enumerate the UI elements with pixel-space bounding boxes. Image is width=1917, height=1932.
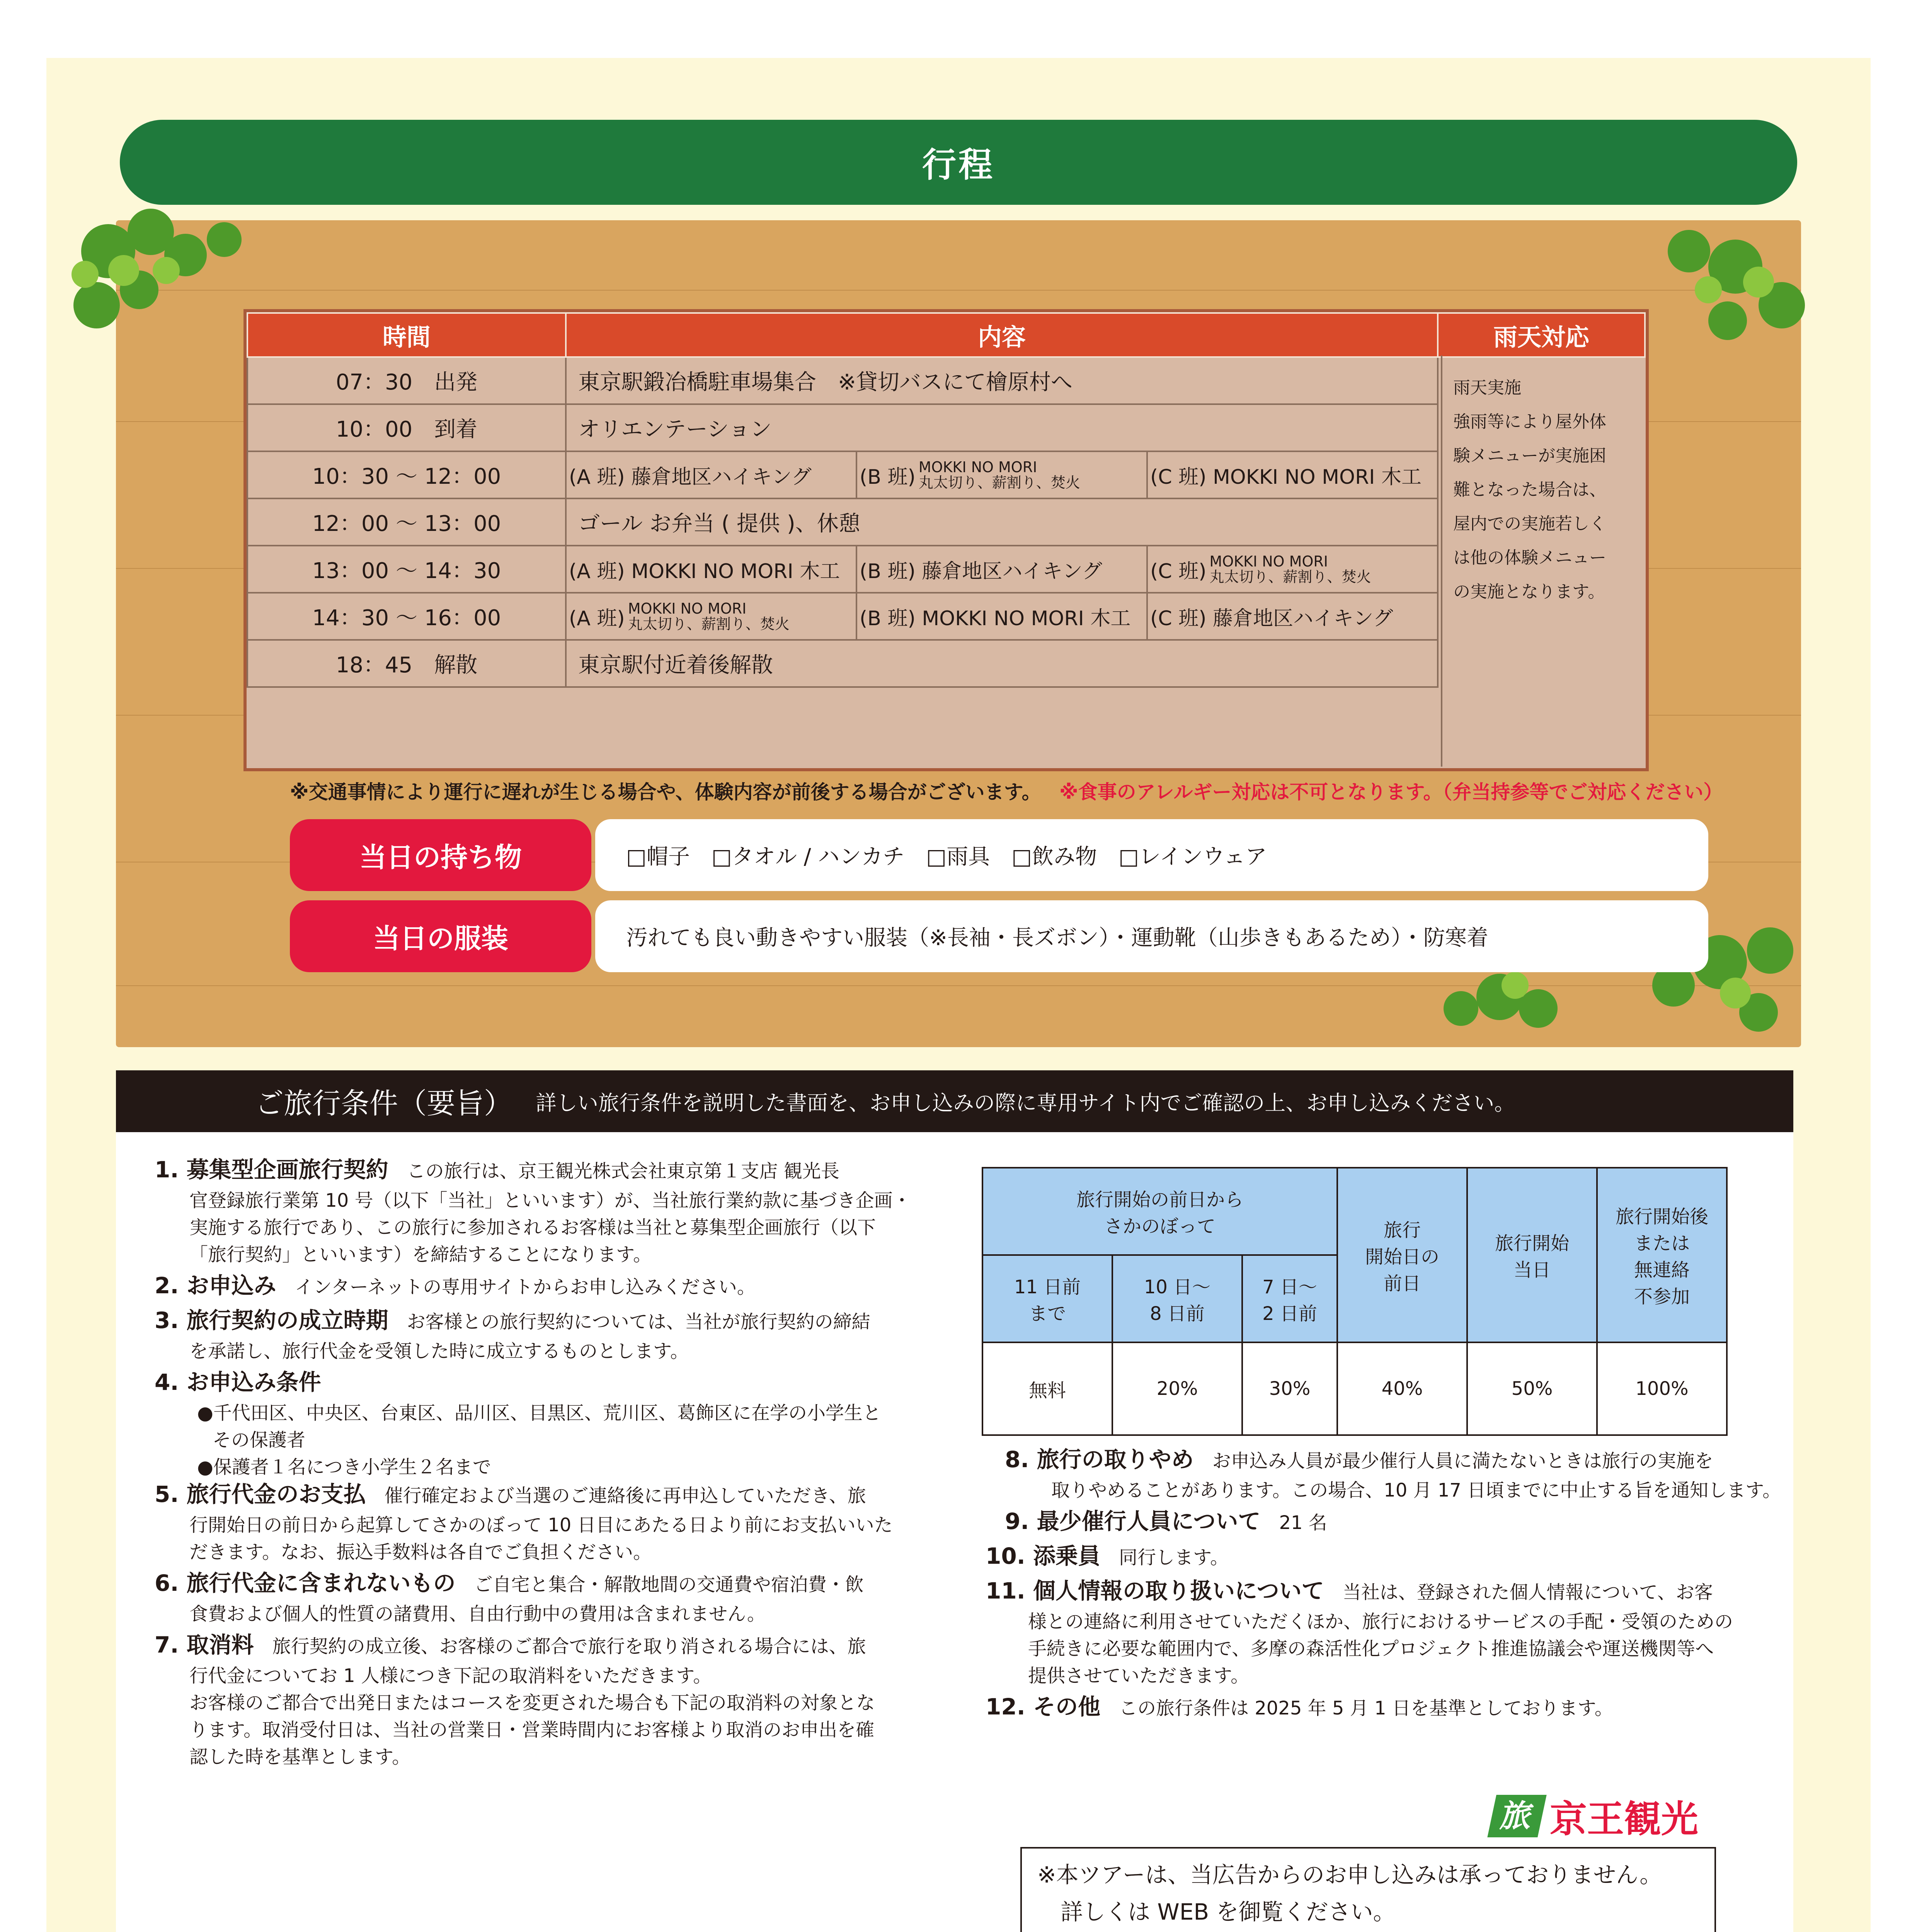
- table-row: [247, 357, 1645, 404]
- group-a-activity: (A 班) MOKKI NO MORI 木工: [567, 546, 857, 592]
- condition-7-text: ります。取消受付日は、当社の営業日・営業時間内にお客様より取消のお申出を確: [189, 1719, 875, 1741]
- condition-1-text: 実施する旅行であり、この旅行に参加されるお客様は当社と募集型企画旅行（以下: [189, 1217, 876, 1238]
- condition-5-text: 行開始日の前日から起算してさかのぼって 10 日目にあたる日より前にお支払いいた: [189, 1514, 893, 1536]
- cancellation-fee-table: [982, 1167, 1728, 1436]
- condition-8: 8. 旅行の取りやめ お申込み人員が最少催行人員に満たないときは旅行の実施を: [1005, 1446, 1713, 1473]
- time-cell: 10：00 到着: [247, 404, 566, 451]
- time-cell: 10：30 ～ 12：00: [247, 451, 566, 498]
- fee-value: 50%: [1467, 1342, 1597, 1435]
- page-background: [46, 58, 1871, 1932]
- fee-value: 無料: [982, 1342, 1112, 1435]
- table-row: [247, 546, 1645, 593]
- group-a-activity: (A 班) 藤倉地区ハイキング: [567, 452, 857, 498]
- time-cell: 14：30 ～ 16：00: [247, 593, 566, 640]
- fee-value: 100%: [1597, 1342, 1727, 1435]
- group-c-activity: (C 班) MOKKI NO MORI 木工: [1150, 465, 1422, 489]
- fee-header-group: 旅行開始の前日から さかのぼって: [982, 1168, 1337, 1255]
- condition-2: 2. お申込み インターネットの専用サイトからお申し込みください。: [155, 1272, 756, 1299]
- condition-11-text: 提供させていただきます。: [1028, 1665, 1250, 1687]
- fee-header: 旅行開始 当日: [1467, 1168, 1597, 1342]
- fee-header: 11 日前 まで: [982, 1255, 1112, 1342]
- conditions-section: [116, 1132, 1793, 1932]
- group-b-activity: (B 班) 藤倉地区ハイキング: [857, 546, 1148, 592]
- col-header-content: 内容: [566, 313, 1438, 357]
- condition-11-text: 手続きに必要な範囲内で、多摩の森活性化プロジェクト推進協議会や運送機関等へ: [1028, 1638, 1714, 1660]
- group-b-activity: (B 班) MOKKI NO MORI 丸太切り、薪割り、焚火: [857, 452, 1148, 498]
- condition-3-text: を承諾し、旅行代金を受領した時に成立するものとします。: [189, 1340, 689, 1362]
- time-cell: 12：00 ～ 13：00: [247, 498, 566, 546]
- schedule-table: [247, 312, 1646, 688]
- content-cell: 東京駅鍛冶橋駐車場集合 ※貸切バスにて檜原村へ: [566, 357, 1438, 404]
- condition-7-text: 認した時を基準とします。: [189, 1746, 411, 1768]
- web-only-notice: ※本ツアーは、当広告からのお申し込みは承っておりません。 詳しくは WEB を御覧ください。: [1020, 1847, 1716, 1932]
- condition-9: 9. 最少催行人員について 21 名: [1005, 1508, 1327, 1534]
- condition-11-text: 様との連絡に利用させていただくほか、旅行におけるサービスの手配・受領のための: [1028, 1611, 1733, 1633]
- fee-header: 旅行開始後 または 無連絡 不参加: [1597, 1168, 1727, 1342]
- rain-policy-text: 雨天実施 強雨等により屋外体 験メニューが実施困 難となった場合は、 屋内での実施若しく は他の体験メニュー の実施となります。: [1441, 355, 1646, 767]
- content-cell: [566, 451, 1438, 498]
- fee-value: 40%: [1337, 1342, 1467, 1435]
- condition-4-text: その保護者: [213, 1429, 306, 1451]
- group-a-activity: (A 班) MOKKI NO MORI 丸太切り、薪割り、焚火: [567, 594, 857, 639]
- condition-5: 5. 旅行代金のお支払 催行確定および当選のご連絡後に再申込していただき、旅: [155, 1481, 866, 1507]
- content-cell: [566, 593, 1438, 640]
- condition-5-text: だきます。なお、振込手数料は各自でご負担ください。: [189, 1541, 652, 1563]
- condition-6: 6. 旅行代金に含まれないもの ご自宅と集合・解散地間の交通費や宿泊費・飲: [155, 1570, 864, 1596]
- condition-4: 4. お申込み条件: [155, 1369, 321, 1395]
- col-header-time: 時間: [247, 313, 566, 357]
- condition-10: 10. 添乗員 同行します。: [986, 1543, 1229, 1569]
- condition-1: 1. 募集型企画旅行契約 この旅行は、京王観光株式会社東京第１支店 観光長: [155, 1156, 839, 1183]
- condition-6-text: 食費および個人的性質の諸費用、自由行動中の費用は含まれません。: [189, 1603, 766, 1625]
- table-row: [247, 640, 1645, 687]
- clothing-label: 当日の服装: [290, 900, 591, 972]
- traffic-note: ※交通事情により運行に遅れが生じる場合や、体験内容が前後する場合がございます。: [290, 781, 1041, 803]
- time-cell: 13：00 ～ 14：30: [247, 546, 566, 593]
- condition-3: 3. 旅行契約の成立時期 お客様との旅行契約については、当社が旅行契約の締結: [155, 1307, 870, 1333]
- conditions-header-bar: [116, 1070, 1793, 1132]
- time-cell: 18：45 解散: [247, 640, 566, 687]
- group-c-activity: (C 班) 藤倉地区ハイキング: [1150, 607, 1393, 630]
- conditions-subheading: 詳しい旅行条件を説明した書面を、お申し込みの際に専用サイト内でご確認の上、お申し込みください。: [536, 1090, 1515, 1115]
- table-row: [247, 404, 1645, 451]
- fee-header: 旅行 開始日の 前日: [1337, 1168, 1467, 1342]
- group-c-activity: (C 班) MOKKI NO MORI 丸太切り、薪割り、焚火: [1150, 553, 1371, 585]
- content-cell: [566, 546, 1438, 593]
- content-cell: 東京駅付近着後解散: [566, 640, 1438, 687]
- condition-7: 7. 取消料 旅行契約の成立後、お客様のご都合で旅行を取り消される場合には、旅: [155, 1632, 866, 1658]
- table-row: [247, 498, 1645, 546]
- allergy-note: ※食事のアレルギー対応は不可となります。（弁当持参等でご対応ください）: [1059, 781, 1723, 803]
- belongings-label: 当日の持ち物: [290, 819, 591, 891]
- condition-4-text: ●保護者１名につき小学生２名まで: [197, 1456, 491, 1478]
- keio-kanko-logo: 旅 京王観光: [1492, 1793, 1698, 1839]
- schedule-notes: [290, 777, 1723, 804]
- table-row: [247, 593, 1645, 640]
- fee-value: 30%: [1242, 1342, 1337, 1435]
- fee-value: 20%: [1112, 1342, 1242, 1435]
- clothing-text: 汚れても良い動きやすい服装（※長袖・長ズボン）・運動靴（山歩きもあるため）・防寒着: [595, 900, 1708, 972]
- belongings-list: □帽子 □タオル / ハンカチ □雨具 □飲み物 □レインウェア: [595, 819, 1708, 891]
- schedule-board: [243, 309, 1649, 771]
- col-header-rain: 雨天対応: [1438, 313, 1645, 357]
- fee-header: 10 日～ 8 日前: [1112, 1255, 1242, 1342]
- condition-7-text: 行代金についてお 1 人様につき下記の取消料をいただきます。: [189, 1665, 712, 1687]
- condition-7-text: お客様のご都合で出発日またはコースを変更された場合も下記の取消料の対象とな: [189, 1692, 875, 1714]
- group-b-activity: (B 班) MOKKI NO MORI 木工: [857, 594, 1148, 639]
- conditions-heading: ご旅行条件（要旨）: [255, 1087, 512, 1120]
- condition-11: 11. 個人情報の取り扱いについて 当社は、登録された個人情報について、お客: [986, 1578, 1713, 1604]
- itinerary-heading: 行程: [120, 120, 1797, 205]
- condition-8-text: 取りやめることがあります。この場合、10 月 17 日頃までに中止する旨を通知します。: [1051, 1480, 1781, 1501]
- condition-1-text: 官登録旅行業第 10 号（以下「当社」といいます）が、当社旅行業約款に基づき企画・: [189, 1190, 911, 1211]
- content-cell: オリエンテーション: [566, 404, 1438, 451]
- condition-4-text: ●千代田区、中央区、台東区、品川区、目黒区、荒川区、葛飾区に在学の小学生と: [197, 1402, 881, 1424]
- condition-1-text: 「旅行契約」といいます）を締結することになります。: [189, 1244, 652, 1265]
- time-cell: 07：30 出発: [247, 357, 566, 404]
- fee-header: 7 日～ 2 日前: [1242, 1255, 1337, 1342]
- table-row: [247, 451, 1645, 498]
- content-cell: ゴール お弁当 ( 提供 )、休憩: [566, 498, 1438, 546]
- condition-12: 12. その他 この旅行条件は 2025 年 5 月 1 日を基準としております。: [986, 1694, 1613, 1720]
